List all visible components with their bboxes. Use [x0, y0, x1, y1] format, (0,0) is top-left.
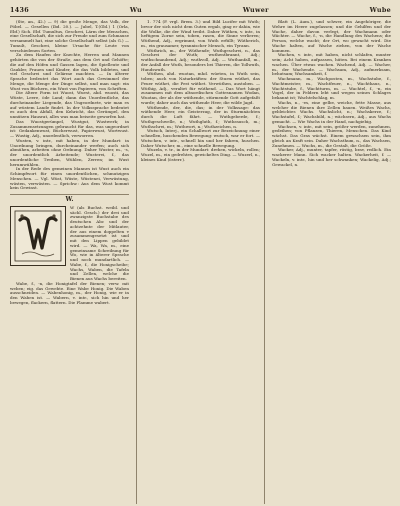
- entry-paragraph: Wachmann, m., Wachposten, m., Wachstube, f., Wachtmeister, m., Wachtfeuer, n., Wachthaus, n., Wachtstube, f., Wachtturm, m. — Wachtel, f., -n, ein Vogel, der in Feldern lebt und wegen seines Schlages bekannt ist; Wachtelschlag, m.: [272, 76, 391, 100]
- entry-paragraph: Wuzeln, v. tr., in der Mundart: drehen, wickeln, rollen; Wuzel, m., ein gedrehtes, gewickeltes Ding. — Wuzerl, n., kleines Kind (österr.).: [141, 147, 260, 162]
- initial-letter-block: [10, 206, 129, 282]
- entry-paragraph: In der Rede des gemeinen Mannes ist Wust auch ein Schimpfwort für einen unordentlichen, schmutzigen Menschen. — Vgl. Wüst, Wüste, Wüstenei, Verwüstung, wüsten, verwüsten. — Sprichw.: Aus dem Wust kommt kein Gewinst.: [10, 166, 129, 191]
- entry-paragraph: Wacker, Adj., munter, tapfer, rüstig, brav, redlich. Ein wackerer Mann. Sich wacker halten. Wackerheit, f. — Wackeln, v. intr., hin und her schwanken; Wackelig, Adj.; Gewackel, n.: [272, 147, 391, 167]
- entry-paragraph: (Ste, an., 42.) — 9) die große Menge, das Volk, der Pöbel. — Gesellen (Ibd. 20.). — Jubel, T.(Gbl.) 1 (Orla, Ebf.) Sich. Ebf. Tumultus, Geschrei, Lärm der Menschen, eine Gesellschaft, die sich zur Freude und zum Schmause versammelt hat, eine solche Gesellschaft selbst (als G.) — Tumult, Geschrei, kleine Ursache für Leute von verschiedenen Sorten.: [10, 20, 129, 53]
- header-right-word: Wube: [369, 6, 391, 14]
- entry-paragraph: Wüthrich, m., der Wüthende; Wuthgeschrei, n., das Geschrei der Wuth; wuthentbrannt, Adj.; wuthschnaubend, Adj.; wuthvoll, Adj. — Wuthanfall, m., der Anfall der Wuth, besonders bei Thieren, die Tollwuth, Hundswuth.: [141, 47, 260, 72]
- entry-paragraph: Wabe, f., -n, die Honigtafel der Bienen; verw. mit weben; eig. das Gewebte. Eine Wabe Honig. Die Waben ausschneiden. — Wabenhonig, m., der Honig, wie er in den Waben ist. — Wabern, v. intr., sich hin und her bewegen, flackern, flattern. Die Flamme wabert.: [10, 280, 129, 305]
- header-center-word: Wuwer: [242, 6, 269, 14]
- column-left: [10, 20, 129, 504]
- column-middle: [136, 20, 265, 504]
- column-right: [272, 20, 391, 504]
- text-columns: [10, 20, 391, 504]
- page-number: 1436: [10, 6, 29, 14]
- entry-paragraph: Zu dem Haufen der Knechte, Herren und Mannen gehörten die von der Straße, aus dem Ort und Gehöfte; die auf den Höfen und Gassen lagen, die Spielleute und Gaukler, Frauen und Kinder, die das Volk bildeten, und viel Geschrei und Gelärme machten. — In älterer Sprache bedeutet das Wort auch das Gewimmel der Menge, die Menge der Dinge selbst, und man sagt: ein Wust von Büchern, ein Wust von Papieren, von Schriften.: [10, 52, 129, 91]
- entry-paragraph: Das Wuostgerümpel, Wustgut, Wustwerk; in Zusammensetzungen gebraucht für das, was ungeordnet ist: Gedankenwust, Bücherwust, Papierwust, Wortwust. — Wustig, Adj., unordentlich, verworren.: [10, 118, 129, 138]
- entry-paragraph: Wutsch, Interj., ein Schallwort zur Bezeichnung einer schnellen, huschenden Bewegung: wutsch, war er fort. — Wutschen, v. intr., schnell hin und her fahren, huschen. Daher Wutscher, m., eine schnelle Bewegung.: [141, 128, 260, 148]
- section-heading: W.: [65, 196, 74, 203]
- initial-letter-text: W (als Buchst. weibl. und sächl. Gesch.) der drei und zwanzigste Buchstabe des deutschen Abc und der achtzehnte der Mitlauter, der aus einem doppelten v zusammengesetzt ist und mit den Lippen gebildet wird. — Wa, Wa, m., eine gemeinsame Schreibung für Wo, wie in älterer Sprache und noch mundartlich. — Wabe, f., die Honigscheibe; Wachs, Waben, die Tafeln und Zellen, welche die Bienen aus Wachs bereiten.: [70, 204, 129, 281]
- section-divider: [10, 194, 129, 195]
- entry-paragraph: Wachsen, v. intr., mit sein, größer werden, zunehmen, gedeihen; von Pflanzen, Thieren, Menschen. Das Kind wächst. Das Gras wächst. Einem gewachsen sein, ihm gleich an Kraft sein. Daher Wachsthum, n., das Wachsen, Zunehmen. — Wuchs, m., die Gestalt, die Größe.: [272, 123, 391, 148]
- entry-paragraph: Wusten, v. intr., mit haben, in der Mundart: in Unordnung bringen, durcheinander werfen; auch sich abmühen, arbeiten ohne Ordnung. Daher Wuster, m., -s, der unordentlich Arbeitende; Wusterei, f., das unordentliche Treiben, Wühlen, Zerren; im Wust herumwühlen.: [10, 137, 129, 167]
- decorated-initial-w-icon: [10, 206, 66, 266]
- page-header: [10, 6, 391, 17]
- header-left-word: Wu: [129, 6, 142, 14]
- entry-paragraph: Wüthen, ahd. wuotan, mhd. wüeten, in Wuth sein, toben; auch von Naturkräften: der Sturm wüthet, das Feuer wüthet, die Pest wüthet. Verwüthen, austoben. — Wüthig, Adj., veraltet für wüthend. — Das Wort hängt zusammen mit dem altnordischen Gottesnamen Wodan, Wuotan, der als der wüthende, stürmende Gott aufgefaßt wurde; daher auch das wüthende Heer, die wilde Jagd.: [141, 71, 260, 105]
- entry-paragraph: Blatt (L. Aum.), und schwer, ein Angehöriger, die Wehre im Heere zugelassen; und die Gehilfen und der Wache, daher davon verlegt, der Wachmann oder Wächter. — Wache, f., -n, die Handlung des Wachens; die Person, welche wacht; der Ort, wo gewacht wird. Die Wache halten, auf Wache ziehen, von der Wache kommen.: [272, 20, 391, 53]
- entry-paragraph: Wachen, v. intr., mit haben, nicht schlafen, munter sein; Acht haben, aufpassen, hüten. Bei einem Kranken wachen. Über etwas wachen. Wachend, Adj. — Wacher, m., der Wachende. — Wachsam, Adj., aufmerksam, behutsam; Wachsamkeit, f.: [272, 52, 391, 77]
- entry-paragraph: Wüthende, der, die, das; in der Volkssage: das wüthende Heer, ein Geisterzug, der in Sturmnächten durch die Luft fährt. — Wuthgeberde, f.; Wuthgeschwelle, n.; Wuthgluth, f.; Wuthrausch, m.; Wuthschrei, m.; Wuthwort, n.; Wuthzeichen, n.: [141, 104, 260, 129]
- entry-paragraph: Wachs, n., -es, eine gelbe, weiche, fette Masse, aus welcher die Bienen ihre Zellen bauen. Weißes Wachs, gebleichtes Wachs. Wachslicht, n.; Wachskerze, f.; Wachstafel, f.; Wachsbild, n.; wächsern, Adj., aus Wachs gemacht. — Wie Wachs in der Hand, nachgiebig.: [272, 99, 391, 124]
- entry-paragraph: 1. 774 (F. vrgl. Brem. 3.) und Bild Lucifer mit Wuth; bevor der sich nicht dem Guten ergab, ging er dahin, wie die Wolke, die der Wind treibt. Daher Wüthen, v. intr., in heftigem Zorne sein, toben, rasen, die Sinne verlieren; Wüthend, Adj., ergrimmt, von Wuth erfüllt; Wütherich, m., ein grausamer, tyrannischer Mensch, ein Tyrann.: [141, 20, 260, 48]
- entry-paragraph: Die ältere Form ist Wuost, Wuest, ahd. wuosti, das Wüste, Leere, öde Land; dann das Unordentliche, das durcheinander Liegende, das Ungeordnete, wie man es auf wüstem Lande findet. In der Volkssprache bedeutet es auch den Abfall, den Kehricht, das Gerümpel, den unnützen Hausrat, alles was man beiseite geworfen hat.: [10, 90, 129, 119]
